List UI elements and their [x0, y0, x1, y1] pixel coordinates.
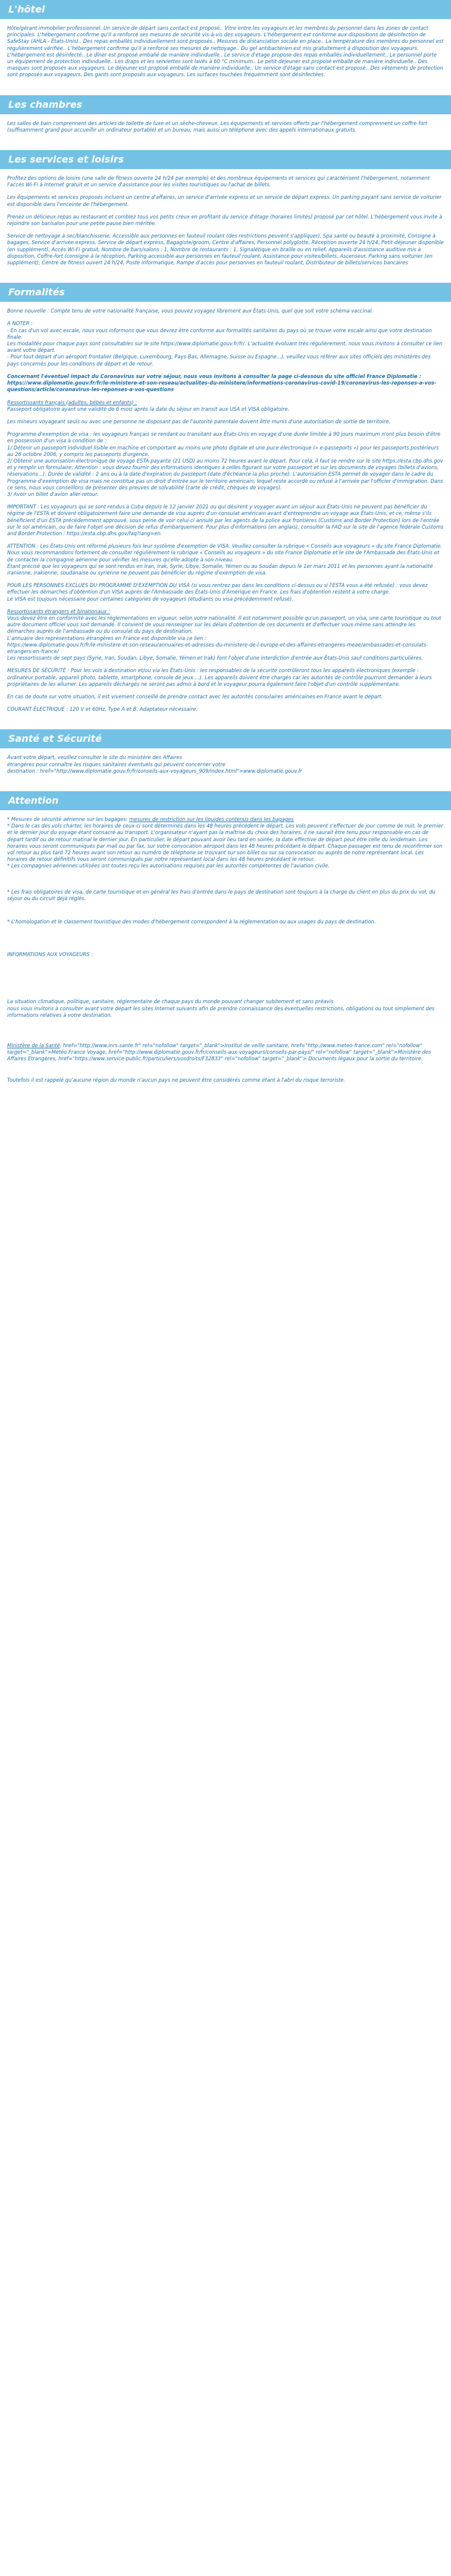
- section-title-chambres: Les chambres: [0, 95, 451, 114]
- attention-terrorisme: Toutefois il est rappelé qu'aucune région du monde n'aucun pays ne peuvent être considérés comme étant à l'abri du risque terroriste.: [7, 1076, 346, 1083]
- formalites-doute: En cas de doute sur votre situation, il est vivement conseillé de prendre contact avec les autorités consulaires américaines en France avant le départ.: [7, 694, 383, 700]
- sante-paragraph: Avant votre départ, veuillez consulter le site du ministère des Affaires étrangères pour connaître les risques sanitaires éventuels qui peuvent concerner votre destination : href="http://www.diplomatie.gouv.fr/fr/conseils-aux-voyageurs_909/index.html">www.diplomatie.gouv.fr: [7, 754, 302, 774]
- section-title-attention: Attention: [0, 791, 451, 810]
- chambres-paragraph: Les salles de bain comprennent des articles de toilette de luxe et un sèche-cheveux. Les équipements et services offerts par l'hébergement comprennent un coffre-fort (suffisamment grand pour accueillir un ordinateur portable) et un bureau, mais aussi un téléphone avec des appels internationaux gratuits.: [7, 120, 428, 133]
- etrangers-text: Vous devez être en conformité avec les réglementations en vigueur, selon votre nationalité. Il est notamment possible qu'un passeport, un visa, une carte touristique ou tout autre document officiel vous soit demandé. Il convient de vous renseigner sur les délais d'obtention de ces documents et d'effectuer vous-même sans attendre les démarches auprès de l'ambassade ou du consulat du pays de destination. L'annuaire des représentations étrangères en France est disponible via ce lien : https://www.diplomatie.gouv.fr/fr/le-ministere-et-son-reseau/annuaires-et-adresses-du-ministere-de-l-europe-et-des-affaires-etrangeres-meae/ambassades-et-consulats-etrangers-en-france/ Les ressortissants de sept pays (Syrie, Iran, Soudan, Libye, Somalie, Yémen et Irak) font l'objet d'une interdiction d'entrée aux États-Unis sauf conditions particulières.: [7, 614, 441, 661]
- liquides-link[interactable]: mesures de restriction sur les liquides contenus dans les bagages: [129, 816, 294, 823]
- formalites-note: A NOTER : - En cas d'un vol avec escale, nous vous informons que vous devrez être conforme aux formalités sanitaires du pays où se trouve votre escale ainsi que votre destination finale. Les modalités pour chaque pays sont consultables sur le site https://www.diplomatie.gouv.fr/fr/. L'actualité évoluant très régulièrement, nous vous invitons à consulter ce lien avant votre départ. - Pour tout départ d'un aéroport frontalier (Belgique, Luxembourg, Pays-Bas, Allemagne, Suisse ou Espagne...), veuillez vous référer aux sites officiels des ministères des pays concernés pour les conditions de départ et de retour.: [7, 320, 443, 367]
- hotel-paragraph: Hôte/gérant immobilier professionnel. Un service de départ sans contact est proposé.. Vitre entre les voyageurs et les membres du personnel dans les zones de contact principales. L'hébergement confirme qu'il a renforcé ses mesures de sécurité vis-à-vis des voyageurs. L'hébergement est conforme aux dispositions de désinfection de SafeStay (AHLA - États-Unis).. Des repas emballés individuellement sont proposés.. Mesures de distanciation sociale en place.. La température des membres du personnel est régulièrement vérifiée.. L'hébergement confirme qu'il a renforcé ses mesures de nettoyage.. Du gel antibactérien est mis gratuitement à disposition des voyageurs. L'hébergement est désinfecté.. Le dîner est proposé emballé de manière individuelle.. Le service d'étage propose des repas emballés individuellement.. Le personnel porte un équipement de protection individuelle.. Les draps et les serviettes sont lavés à 60 °C minimum.. Le petit-déjeuner est proposé emballé de manière individuelle.. Des masques sont proposés aux voyageurs. Le déjeuner est proposé emballé de manière individuelle.. Un service d'étage sans contact est proposé.. Des vêtements de protection sont proposés aux voyageurs. Des gants sont proposés aux voyageurs. Les surfaces touchées fréquemment sont désinfectées.: [7, 25, 444, 78]
- formalites-coronavirus: Concernant l'éventuel impact du Coronavirus sur votre séjour, nous vous invitons à consulter la page ci-dessous du site officiel France Diplomatie : https://www.diplomatie.gouv.fr/fr/le-ministere-et-son-reseau/actualites-du-ministere/informations-coronavirus-covid-19/coronavirus-les-reponses-a-vos-questions/article/coronavirus-les-reponses-a-vos-questions: [7, 373, 437, 393]
- formalites-securite: MESURES DE SÉCURITÉ : Pour les vols à destination et/ou via les États-Unis : les responsables de la sécurité contrôleront tous les appareils électroniques (exemple : ordinateur portable, appareil photo, tablette, smartphone, console de jeux....). Les appareils doivent être chargés car les autorités de contrôle pourront demander à leurs propriétaires de les allumer. Les appareils déchargés ne seront pas admis à bord et le voyageur pourra également faire l'objet d'un contrôle supplémentaire.: [7, 667, 432, 687]
- formalites-attention: ATTENTION : Les États-Unis ont réformé plusieurs fois leur système d'exemption de VISA. Veuillez consulter la rubrique « Conseils aux voyageurs » du site France Diplomatie. Nous vous recommandons fortement de consulter régulièrement la rubrique « Conseils au voyageurs » du site France Diplomatie et le site de l'Ambassade des États-Unis et de contacter la compagnie aérienne pour vérifier les mesures qu'elle adopte à son niveau. Étant précisé que les voyageurs qui se sont rendus en Iran, Irak, Syrie, Libye, Somalie, Yémen ou au Soudan depuis le 1er mars 2011 et les personnes ayant la nationalité iranienne, irakienne, soudanaise ou syrienne ne peuvent pas bénéficier du régime d'exemption de visa.: [7, 543, 442, 576]
- section-attention: [0, 791, 451, 1084]
- attention-p1-post: * Dans le cas des vols charter, les horaires de ceux-ci sont déterminés dans les 48 heures précédent le départ. Les vols peuvent s'effectuer de jour comme de nuit, le premier et le dernier jour du voyage étant consacré au transport. L'organisateur n'ayant pas la maîtrise du choix des horaires, il ne saurait être tenu pour responsable en cas de départ tardif ou de retour matinal le dernier jour. En particulier, le départ pouvant avoir lieu tard en soirée, la date effective de départ peut être celle du lendemain. Les horaires vous seront communiqués par mail ou par fax, sur votre convocation aéroport dans les 48 heures précédant le départ. Chaque passager est tenu de reconfirmer son vol retour au plus tard 72 heures avant son retour au numéro de téléphone se trouvant sur son billet ou sur sa convocation ou auprès de notre représentant local. Les horaires de retour définitifs vous seront communiqués par notre représentant local dans les 48 heures précédant le retour. * Les compagnies aériennes utilisées ont toutes reçu les autorisations requises par les autorités compétentes de l'aviation civile.: [7, 823, 443, 869]
- formalites-esta: Programme d'exemption de visa : les voyageurs français se rendant ou transitant aux États-Unis en voyage d'une durée limitée à 90 jours maximum n'ont plus besoin d'être en possession d'un visa à condition de : 1/ Détenir un passeport individuel lisible en machine et comportant au moins une photo digitale et une puce électronique (« e-passeports ») pour les passeports postérieurs au 26 octobre 2006, y compris les passeports d'urgence. 2/ Obtenir une autorisation électronique de voyage ESTA payante (21 USD) au moins 72 heures avant le départ. Pour cela, il faut se rendre sur le site https://esta.cbp.dhs.gov et y remplir un formulaire. Attention : vous devez fournir des informations identiques à celles figurant sur votre passeport et sur les documents de voyages (billets d'avions, réservations...). Durée de validité : 2 ans ou à la date d'expiration du passeport (date d'échéance la plus proche). L'autorisation ESTA permet de voyager dans le cadre du Programme d'exemption de visa mais ne constitue pas un droit d'entrée sur le territoire américain, lequel reste accordé ou refusé à l'arrivée par l'officier d'immigration. Dans ce sens, nous vous conseillons de présenter des preuves de solvabilité (carte de crédit, chèques de voyages). 3/ Avoir un billet d'avion aller-retour.: [7, 431, 443, 497]
- formalites-ressortissants: [7, 399, 444, 413]
- section-title-formalites: Formalités: [0, 283, 451, 302]
- formalites-cuba: IMPORTANT : Les voyageurs qui se sont rendus à Cuba depuis le 12 janvier 2021 ou qui désirent y voyager avant un séjour aux États-Unis ne peuvent pas bénéficier du régime de l'ESTA et doivent obligatoirement faire une demande de visa auprès d'un consulat américain avant d'entreprendre un voyage aux États-Unis, et ce, même s'ils bénéficient d'un ESTA précédemment approuvé, sous peine de voir celui-ci annulé par les agents de la police aux frontières (Customs and Border Protection) lors de l'entrée sur le sol américain, ou de faire l'objet une décision de refus d'embarquement. Pour plus d'informations (en anglais), consulter la FAQ sur le site de l'agence fédérale Customs and Border Protection : https://esta.cbp.dhs.gov/faq?lang=en.: [7, 504, 444, 536]
- services-paragraph-3: Prenez un délicieux repas au restaurant et comblez tous vos petits creux en profitant du service d'étage (horaires limités) proposé par cet hôtel. L'hébergement vous invite à rejoindre son bar/salon pour une petite pause bien méritée.: [7, 213, 443, 227]
- attention-situation: La situation climatique, politique, sanitaire, réglementaire de chaque pays du monde pouvant changer subitement et sans préavis nous vous invitons à consulter avant votre départ les sites Internet suivants afin de prendre connaissance des éventuelles restrictions, obligations ou tout simplement des informations relatives à votre destination.: [7, 998, 435, 1018]
- attention-liens: [7, 1042, 444, 1063]
- formalites-mineurs: Les mineurs voyageant seuls ou avec une personne ne disposant pas de l'autorité parentale doivent être munis d'une autorisation de sortie de territoire.: [7, 418, 390, 424]
- section-chambres: [0, 95, 451, 133]
- attention-liens-text: . href="http://www.inrs-sante.fr" rel="nofollow" target="_blank">Institut de veille sanitaire, href="http://www.meteo-france.com" rel="nofollow" target="_blank">Météo France Voyage, href="http://www.diplomatie.gouv.fr/fr/conseils-aux-voyageurs/conseils-par-pays/" rel="nofollow" target="_blank">Ministère des Affaires Etrangères, href="https://www.service-public.fr/particuliers/vosdroits/F32833" rel="nofollow" target="_blank"> Documents légaux pour la sortie du territoire.: [7, 1042, 431, 1062]
- formalites-p1: Bonne nouvelle : Compte tenu de votre nationalité française, vous pouvez voyagez librement aux États-Unis, quel que soit votre schéma vaccinal.: [7, 308, 374, 314]
- attention-p1-pre: * Mesures de sécurité aérienne sur les bagages:: [7, 816, 130, 823]
- services-paragraph-1: Profitez des options de loisirs (une salle de fitness ouverte 24 h/24 par exemple) et des nombreux équipements et services qui caractérisent l'hébergement, notamment l'accès Wi-Fi à Internet gratuit et un service d'assistance pour les visites touristiques ou l'achat de billets.: [7, 175, 430, 188]
- section-title-sante: Santé et Sécurité: [0, 729, 451, 748]
- ressortissants-heading: Ressortissants français (adultes, bébés et enfants) :: [7, 399, 137, 405]
- attention-homologation: * L'homologation et le classement touristique des modes d'hébergement correspondent à la réglementation ou aux usages du pays de destination.: [7, 919, 376, 925]
- attention-infos-heading: INFORMATIONS AUX VOYAGEURS :: [7, 951, 93, 958]
- attention-p1: [7, 816, 444, 870]
- etrangers-heading: Ressortissants étrangers et binationaux :: [7, 608, 110, 614]
- section-formalites: [0, 283, 451, 713]
- formalites-exclus: POUR LES PERSONNES EXCLUES DU PROGRAMME D'EXEMPTION DU VISA (si vous rentrez pas dans les conditions ci-dessus ou si l'ESTA vous a été refusée) : vous devez effectuer les démarches d'obtention d'un VISA auprès de l'Ambassade des États-Unis d'Amérique en France. Les frais d'obtention restent à votre charge. Le VISA est toujours nécessaire pour certaines catégories de voyageurs (étudiants ou visa précédemment refusé).: [7, 582, 428, 602]
- ressortissants-text: Passeport obligatoire ayant une validité de 6 mois après la date du séjour en transit aux USA et VISA obligatoire.: [7, 405, 290, 412]
- ministere-sante-link[interactable]: Ministère de la Santé: [7, 1042, 60, 1049]
- section-services: [0, 150, 451, 266]
- services-paragraph-2: Les équipements et services proposés incluent un centre d'affaires, un service d'arrivée express et un service de départ express. Un parking payant sans service de voiturier est disponible dans l'enceinte de l'hébergement.: [7, 194, 442, 207]
- section-sante: [0, 729, 451, 775]
- section-hotel: [0, 0, 451, 79]
- formalites-courant: COURANT ÉLECTRIQUE : 120 V et 60Hz, Type A et B. Adaptateur nécessaire.: [7, 706, 198, 713]
- attention-frais: * Les frais obligatoires de visa, de carte touristique et en général les frais d'entrée dans le pays de destination sont toujours à la charge du client en plus du prix du vol, du séjour ou du circuit déjà réglés.: [7, 888, 436, 901]
- section-title-services: Les services et loisirs: [0, 150, 451, 169]
- services-paragraph-4: Service de nettoyage à sec/blanchisserie, Accessible aux personnes en fauteuil roulant (des restrictions peuvent s'appliquer), Spa santé ou beauté à proximité, Consigne à bagages, Service d'arrivée express, Service de départ express, Bagagiste/groom, Centre d'affaires, Personnel polyglotte, Réception ouverte 24 h/24, Petit-déjeuner disponible (en supplément), Accès Wi-Fi gratuit, Nombre de bars/salons : 1, Nombre de restaurants : 1, Signalétique en braille ou en relief, Appareils d'assistance auditive mis à disposition, Coffre-fort (consigne à la réception, Parking accessible aux personnes en fauteuil roulant, Assistance pour visites/billets, Ascenseur, Parking sans voiturier (en supplément), Centre de fitness ouvert 24 h/24, Poste informatique, Rampe d'accès pour personnes en fauteuil roulant, Distributeur de billets/services bancaires: [7, 233, 444, 266]
- formalites-etrangers: [7, 608, 444, 662]
- section-title-hotel: L'hôtel: [0, 0, 451, 19]
